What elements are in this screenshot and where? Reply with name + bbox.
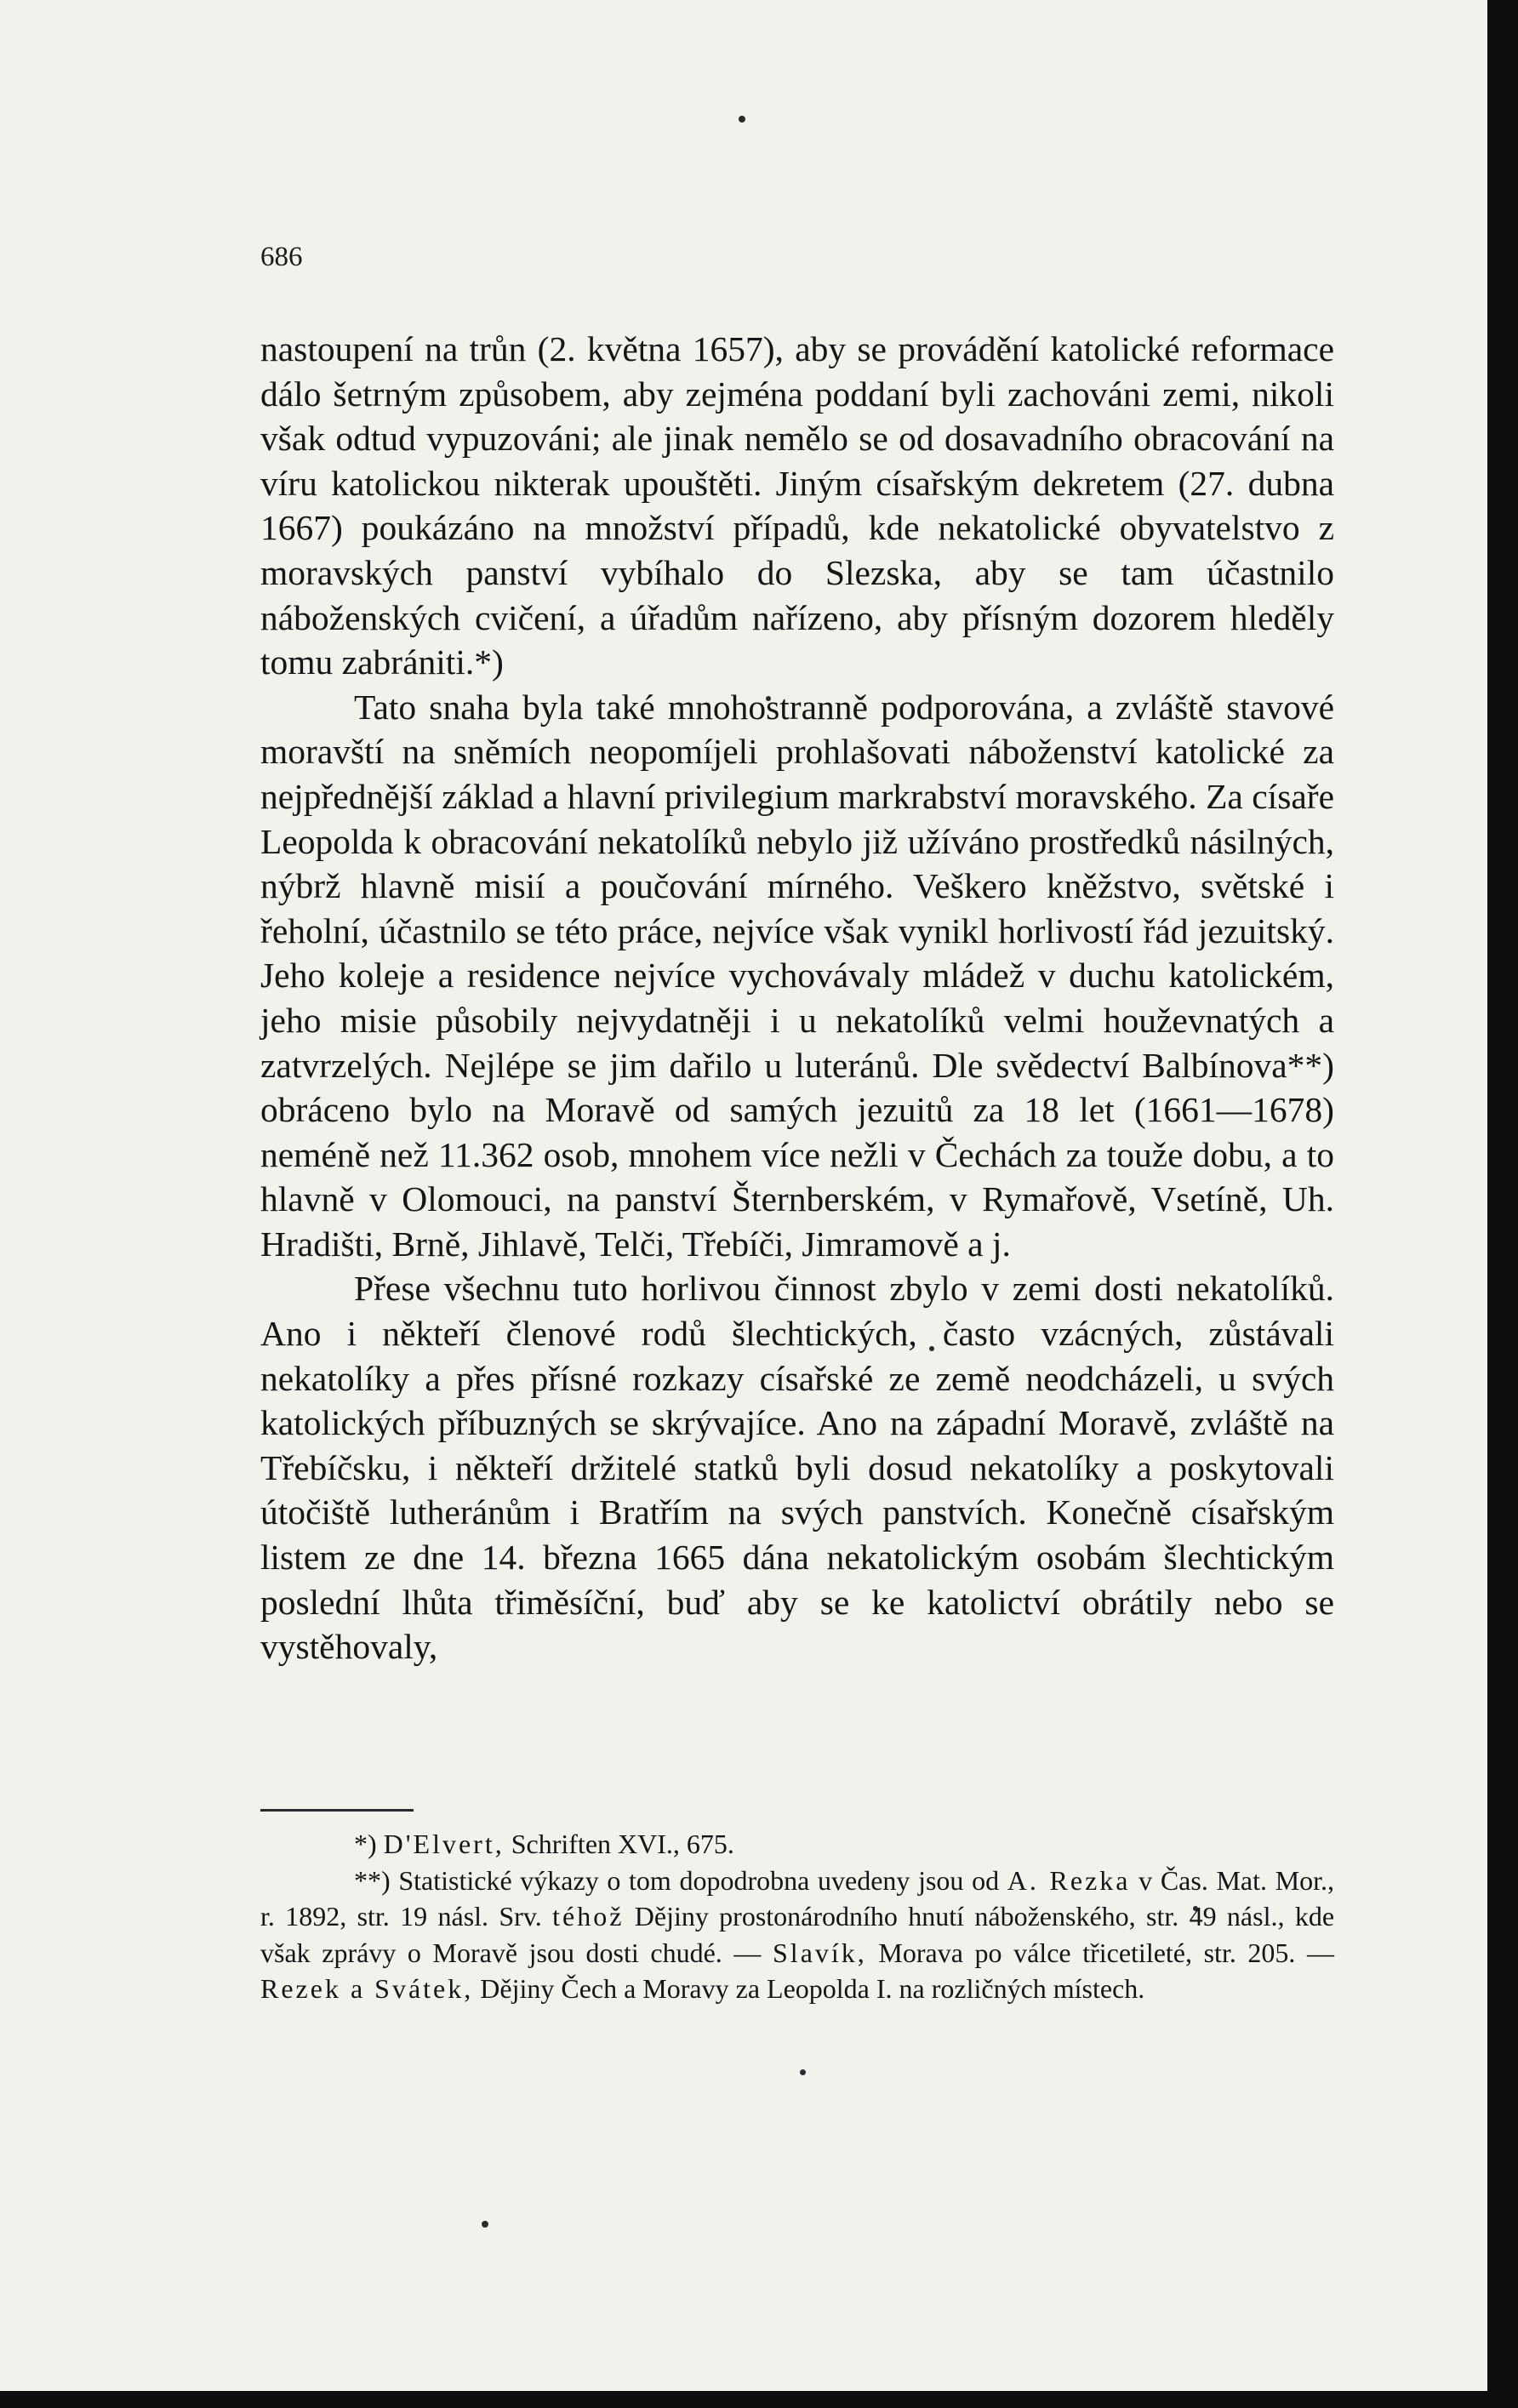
footnote-2-ref: téhož [552,1901,625,1932]
footnote-2-text-b: v Čas. Mat. Mor., r. 1892, str. 19 násl. Srv. [260,1864,1335,1932]
footnote-2-author-c: Rezek a Svátek, [260,1973,474,2004]
footnote-2-author-a: A. Rezka [1007,1864,1131,1896]
footnote-2-mark: **) [354,1864,391,1896]
footnote-divider [260,1809,414,1812]
footnote-1-author: D'Elvert, [383,1829,505,1859]
print-speck [800,2069,806,2075]
paragraph-3: Přese všechnu tuto horlivou činnost zbylo v zemi dosti nekatolíků. Ano i někteří členové rodů šlechtických, často vzácných, zůstávali nekatolíky a přes přísné rozkazy císařské ze země neodcházeli, u svých katolických příbuzných se skrývajíce. Ano na západní Moravě, zvláště na Třebíčsku, i někteří držitelé statků byli dosud nekatolíky a poskytovali útočiště lutheránům i Bratřím na svých panstvích. Konečně císařským listem ze dne 14. března 1665 dána nekatolickým osobám šlechtickým poslední lhůta třiměsíční, buď aby se ke katolictví obrátily nebo se vystěhovaly, [260,1269,1334,1667]
main-text [260,327,1334,1669]
footnote-2-text-a: Statistické výkazy o tom dopodrobna uvedeny jsou od [398,1864,1000,1896]
page-number: 686 [260,242,303,272]
footnote-1 [260,1826,1334,1863]
footnote-2-text-d: Morava po válce třicetileté, str. 205. — [878,1937,1335,1968]
paragraph-2: Tato snaha byla také mnohostranně podporována, a zvláště stavové moravští na sněmích neopomíjeli prohlašovati náboženství katolické za nejpřednější základ a hlavní privilegium markrabství moravského. Za císaře Leopolda k obracování nekatolíků nebylo již užíváno prostředků násilných, nýbrž hlavně misií a poučování mírného. Veškero kněžstvo, světské i řeholní, účastnilo se této práce, nejvíce však vynikl horlivostí řád jezuitský. Jeho koleje a residence nejvíce vychovávaly mládež v duchu katolickém, jeho misie působily nejvydatněji i u nekatolíků velmi houževnatých a zatvrzelých. Nejlépe se jim dařilo u luteránů. Dle svědectví Balbínova**) obráceno bylo na Moravě od samých jezuitů za 18 let (1661—1678) neméně než 11.362 osob, mnohem více nežli v Čechách za touže dobu, a to hlavně v Olomouci, na panství Šternberském, v Rymařově, Vsetíně, Uh. Hradišti, Brně, Jihlavě, Telči, Třebíči, Jimramově a j. [260,687,1334,1264]
footnote-2-text-e: Dějiny Čech a Moravy za Leopolda I. na rozličných místech. [480,1973,1145,2004]
footnote-1-mark: *) [354,1829,377,1859]
paragraph-1: nastoupení na trůn (2. května 1657), aby se provádění katolické reformace dálo šetrným způsobem, aby zejména poddaní byli zachováni zemi, nikoli však odtud vypuzováni; ale jinak nemělo se od dosavadního obracování na víru katolickou nikterak upouštěti. Jiným císařským dekretem (27. dubna 1667) poukázáno na množství případů, kde nekatolické obyvatelstvo z moravských panství vybíhalo do Slezska, aby se tam účastnilo náboženských cvičení, a úřadům nařízeno, aby přísným dozorem hleděly tomu zabrániti.*) [260,329,1334,682]
footnote-1-text: Schriften XVI., 675. [511,1829,734,1859]
footnote-2 [260,1863,1334,2007]
footnote-2-author-b: Slavík, [773,1937,867,1968]
footnotes [260,1826,1334,2007]
print-speck [739,116,745,123]
footnote-2-text-c: Dějiny prostonárodního hnutí náboženského, str. 49 násl., kde však zprávy o Moravě jsou dosti chudé. — [260,1901,1335,1968]
print-speck [482,2221,488,2228]
